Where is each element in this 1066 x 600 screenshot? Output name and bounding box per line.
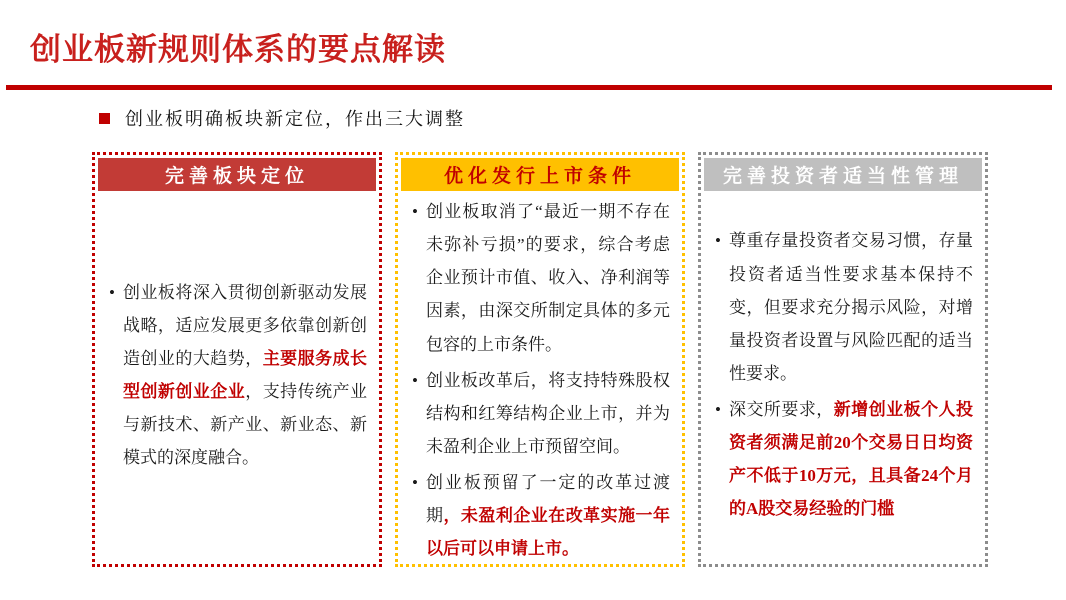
bullet-item — [410, 466, 670, 565]
bullet-square-icon — [99, 113, 110, 124]
bullet-item — [713, 393, 973, 526]
bullet-item — [107, 276, 367, 475]
bullet-item — [410, 364, 670, 463]
body-text: 创业板将深入贯彻创新驱动发展战略，适应发展更多依靠创新创造创业的大趋势， — [123, 282, 367, 368]
adjustment-column — [395, 152, 685, 567]
bullet-item — [713, 224, 973, 390]
body-text: 创业板改革后，将支持特殊股权结构和红筹结构企业上市，并为未盈利企业上市预留空间。 — [426, 370, 670, 456]
body-text: 创业板取消了“最近一期不存在未弥补亏损”的要求，综合考虑企业预计市值、收入、净利润等因素，由深交所制定具体的多元包容的上市条件。 — [426, 202, 670, 354]
body-text: 深交所要求， — [729, 400, 834, 420]
body-text: ，支持传统产业与新技术、新产业、新业态、新模式的深度融合。 — [123, 382, 368, 468]
three-columns — [92, 152, 988, 567]
column-header: 完善投资者适当性管理 — [704, 158, 982, 191]
column-header: 优化发行上市条件 — [401, 158, 679, 191]
column-header: 完善板块定位 — [98, 158, 376, 191]
body-text: 创业板预留了一定的改革过渡期 — [426, 473, 670, 526]
section-heading-label: 创业板明确板块新定位，作出三大调整 — [125, 109, 465, 129]
page-title: 创业板新规则体系的要点解读 — [30, 32, 446, 67]
column-bullet-list — [401, 191, 679, 572]
column-bullet-list — [98, 191, 376, 561]
column-bullet-list — [704, 191, 982, 561]
title-divider — [6, 85, 1052, 90]
bullet-item — [410, 195, 670, 361]
section-heading — [99, 105, 465, 131]
highlighted-text: 新增创业板个人投资者须满足前20个交易日日均资产不低于10万元，且具备24个月的A股交易经验的门槛 — [729, 400, 974, 519]
highlighted-text: 主要服务成长型创新创业企业 — [123, 348, 368, 401]
body-text: 尊重存量投资者交易习惯，存量投资者适当性要求基本保持不变，但要求充分揭示风险，对增量投资者设置与风险匹配的适当性要求。 — [729, 231, 973, 383]
highlighted-text: ，未盈利企业在改革实施一年以后可以申请上市。 — [426, 506, 671, 559]
adjustment-column — [92, 152, 382, 567]
adjustment-column — [698, 152, 988, 567]
